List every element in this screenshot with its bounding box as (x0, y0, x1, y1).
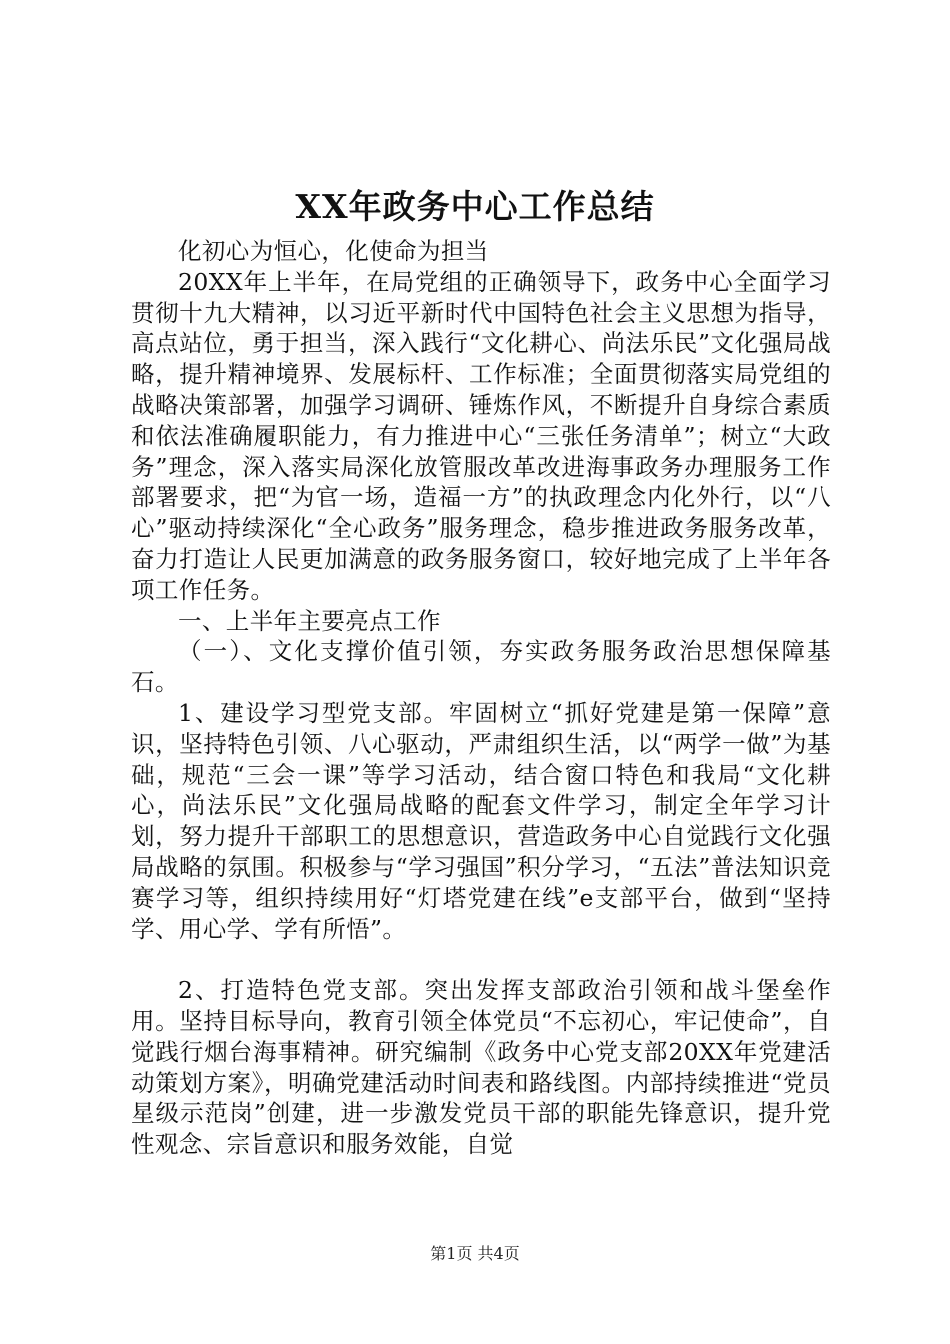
section-heading: 一、上半年主要亮点工作 (178, 606, 441, 635)
document-title: XX年政务中心工作总结 (295, 187, 655, 226)
paragraph-item-1: 1、建设学习型党支部。牢固树立“抓好党建是第一保障”意识，坚持特色引领、八心驱动，严肃组织生活，以“两学一做”为基础，规范“三会一课”等学习活动，结合窗口特色和我局“文化耕心，尚法乐民”文化强局战略的配套文件学习，制定全年学习计划，努力提升干部职工的思想意识，营造政务中心自觉践行文化强局战略的氛围。积极参与“学习强国”积分学习，“五法”普法知识竞赛学习等，组织持续用好“灯塔党建在线”e支部平台，做到“坚持学、用心学、学有所悟”。 (131, 698, 831, 943)
subsection-heading: （一）、文化支撑价值引领，夯实政务服务政治思想保障基石。 (131, 637, 831, 697)
page-number: 第1页 共4页 (430, 1244, 520, 1263)
paragraph-item-2: 2、打造特色党支部。突出发挥支部政治引领和战斗堡垒作用。坚持目标导向，教育引领全体党员“不忘初心，牢记使命”，自觉践行烟台海事精神。研究编制《政务中心党支部20XX年党建活动策划方案》，明确党建活动时间表和路线图。内部持续推进“党员星级示范岗”创建，进一步激发党员干部的职能先锋意识，提升党性观念、宗旨意识和服务效能，自觉 (131, 976, 831, 1159)
paragraph-intro: 20XX年上半年，在局党组的正确领导下，政务中心全面学习贯彻十九大精神，以习近平新时代中国特色社会主义思想为指导，高点站位，勇于担当，深入践行“文化耕心、尚法乐民”文化强局战略，提升精神境界、发展标杆、工作标准；全面贯彻落实局党组的战略决策部署，加强学习调研、锤炼作风，不断提升自身综合素质和依法准确履职能力，有力推进中心“三张任务清单”；树立“大政务”理念，深入落实局深化放管服改革改进海事政务办理服务工作部署要求，把“为官一场，造福一方”的执政理念内化外行，以“八心”驱动持续深化“全心政务”服务理念，稳步推进政务服务改革，奋力打造让人民更加满意的政务服务窗口，较好地完成了上半年各项工作任务。 (131, 267, 831, 604)
paragraph-subtitle: 化初心为恒心，化使命为担当 (178, 237, 489, 265)
document-body (131, 236, 831, 1160)
